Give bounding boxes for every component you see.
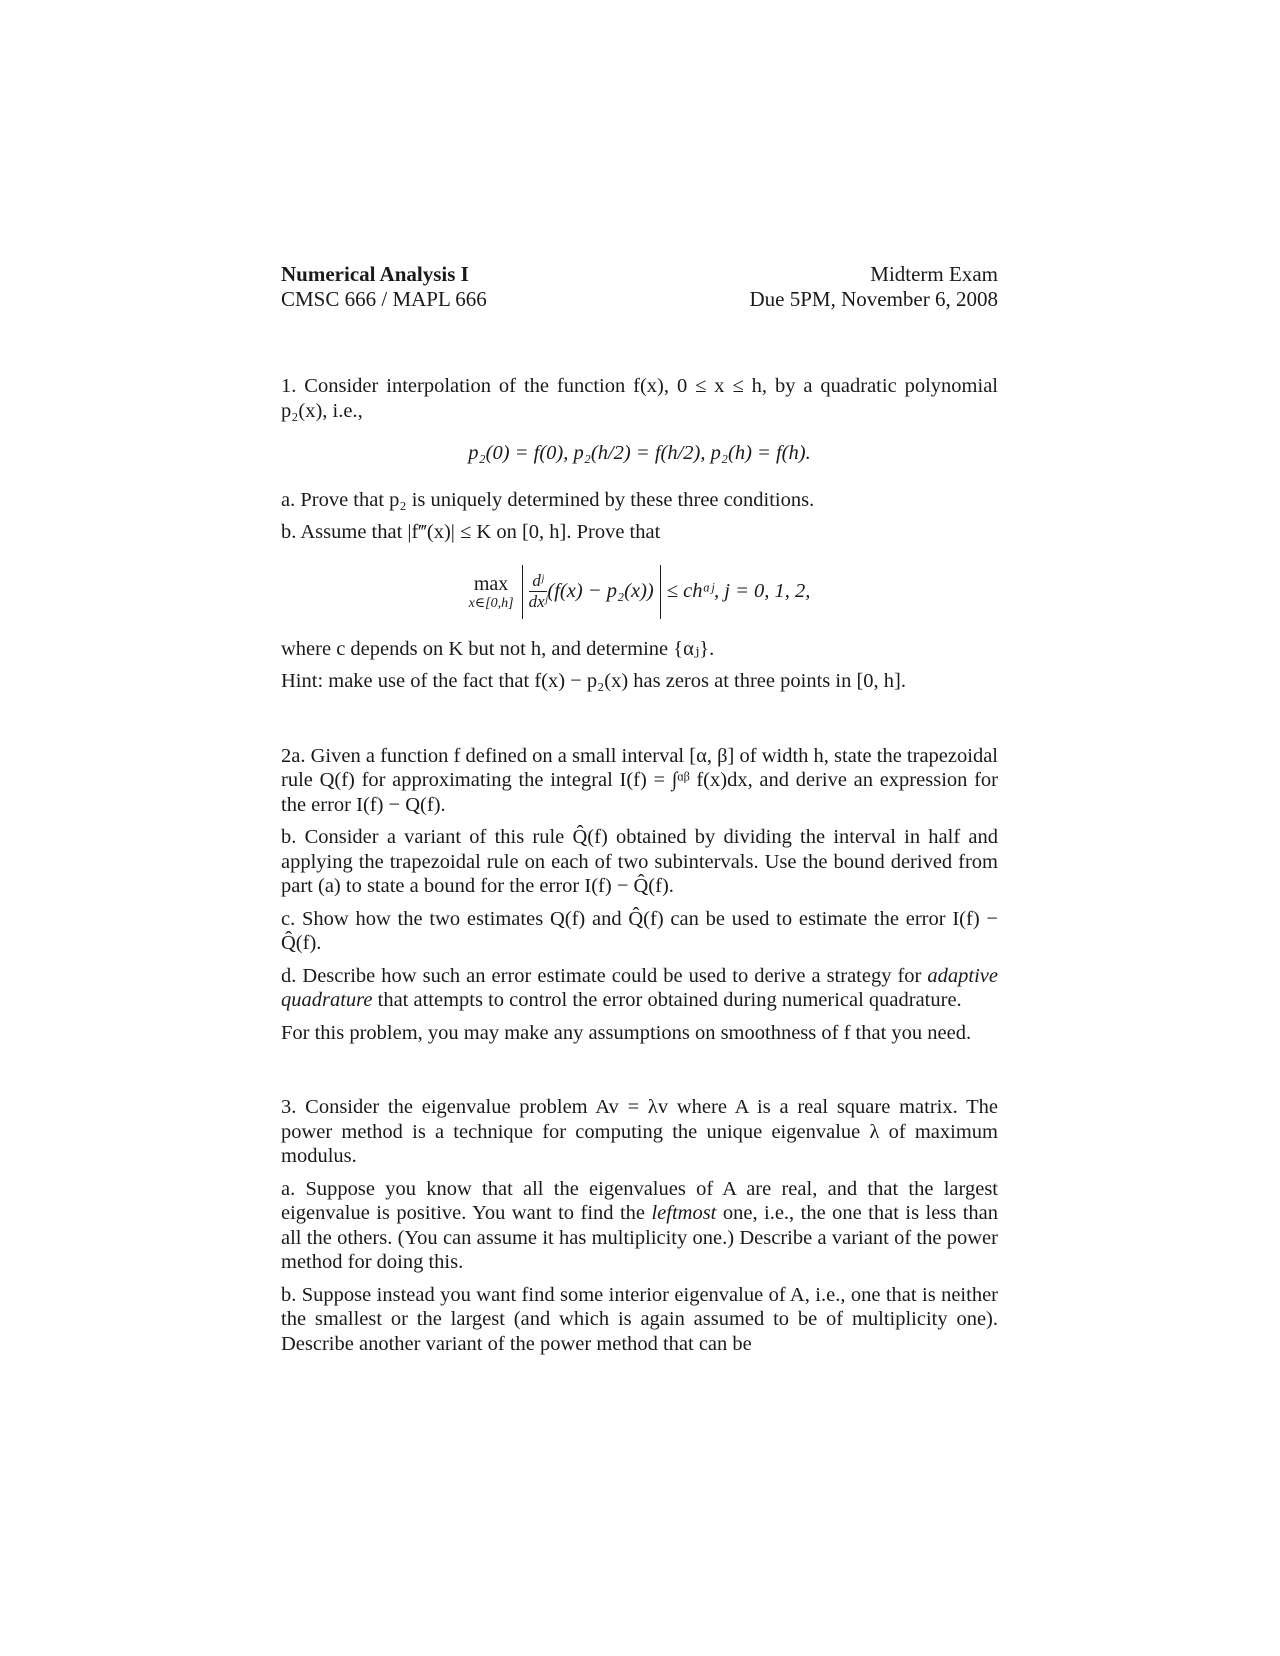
problem-1-where: where c depends on K but not h, and determine {αⱼ}.	[281, 637, 715, 660]
exam-header	[281, 262, 998, 312]
problem-1-intro: 1. Consider interpolation of the function f(x), 0 ≤ x ≤ h, by a quadratic polynomial p₂(x), i.e.,	[281, 375, 998, 422]
derivative-fraction	[529, 571, 548, 612]
problem-1-part-b: b. Assume that |f‴(x)| ≤ K on [0, h]. Prove that	[281, 521, 661, 543]
problem-3-part-b: b. Suppose instead you want find some interior eigenvalue of A, i.e., one that is neither the smallest or the largest (and which is again assumed to be of multiplicity one). Describe another variant of the power method that can be	[281, 1283, 998, 1355]
max-operator: max x∈[0,h]	[468, 573, 514, 611]
problem-2-part-a: 2a. Given a function f defined on a small interval [α, β] of width h, state the trapezoidal rule Q(f) for approximating the integral I(f) = ∫ᵅᵝ f(x)dx, and derive an expression for the error I(f) − Q(f).	[281, 744, 998, 816]
exam-title: Midterm Exam	[870, 262, 998, 286]
problem-2-part-b: b. Consider a variant of this rule Q̂(f) obtained by dividing the interval in half and applying the trapezoidal rule on each of two subintervals. Use the bound derived from part (a) to state a bound for the error I(f) − Q̂(f).	[281, 826, 998, 897]
bound-expression: ≤ chᵅʲ, j = 0, 1, 2,	[666, 580, 811, 603]
problem-2-note: For this problem, you may make any assumptions on smoothness of f that you need.	[281, 1021, 972, 1044]
problem-1	[281, 374, 998, 694]
emphasis-adaptive-quadrature: adaptive quadrature	[281, 964, 998, 1011]
max-subscript: x∈[0,h]	[468, 595, 514, 611]
fraction-numerator: dʲ	[529, 571, 546, 592]
problem-2-part-c: c. Show how the two estimates Q(f) and Q̂(f) can be used to estimate the error I(f) − Q̂(f).	[281, 907, 998, 954]
problem-2	[281, 744, 998, 1046]
course-code: CMSC 666 / MAPL 666	[281, 287, 487, 311]
problem-3-part-a: a. Suppose you know that all the eigenvalues of A are real, and that the largest eigenvalue is positive. You want to find the leftmost one, i.e., the one that is less than all the others. (You can assume it has multiplicity one.) Describe a variant of the power method for doing this.	[281, 1177, 998, 1273]
absolute-value	[522, 565, 661, 619]
problem-1-part-a: a. Prove that p₂ is uniquely determined by these three conditions.	[281, 488, 815, 511]
course-title: Numerical Analysis I	[281, 262, 469, 286]
problem-1-conditions: p₂(0) = f(0), p₂(h/2) = f(h/2), p₂(h) = f(h).	[468, 442, 811, 464]
emphasis-leftmost: leftmost	[651, 1202, 717, 1224]
problem-3	[281, 1095, 998, 1356]
problem-1-hint: Hint: make use of the fact that f(x) − p₂(x) has zeros at three points in [0, h].	[281, 670, 906, 692]
due-date: Due 5PM, November 6, 2008	[749, 287, 998, 311]
exam-page	[281, 262, 998, 1364]
problem-3-intro: 3. Consider the eigenvalue problem Av = λv where A is a real square matrix. The power method is a technique for computing the unique eigenvalue λ of maximum modulus.	[281, 1096, 998, 1167]
fraction-denominator: dxʲ	[528, 592, 548, 611]
problem-2-part-d: d. Describe how such an error estimate could be used to derive a strategy for adaptive quadrature that attempts to control the error obtained during numerical quadrature.	[281, 964, 998, 1011]
problem-1-error-bound-equation	[281, 561, 998, 623]
difference-expression: (f(x) − p₂(x))	[547, 580, 654, 603]
